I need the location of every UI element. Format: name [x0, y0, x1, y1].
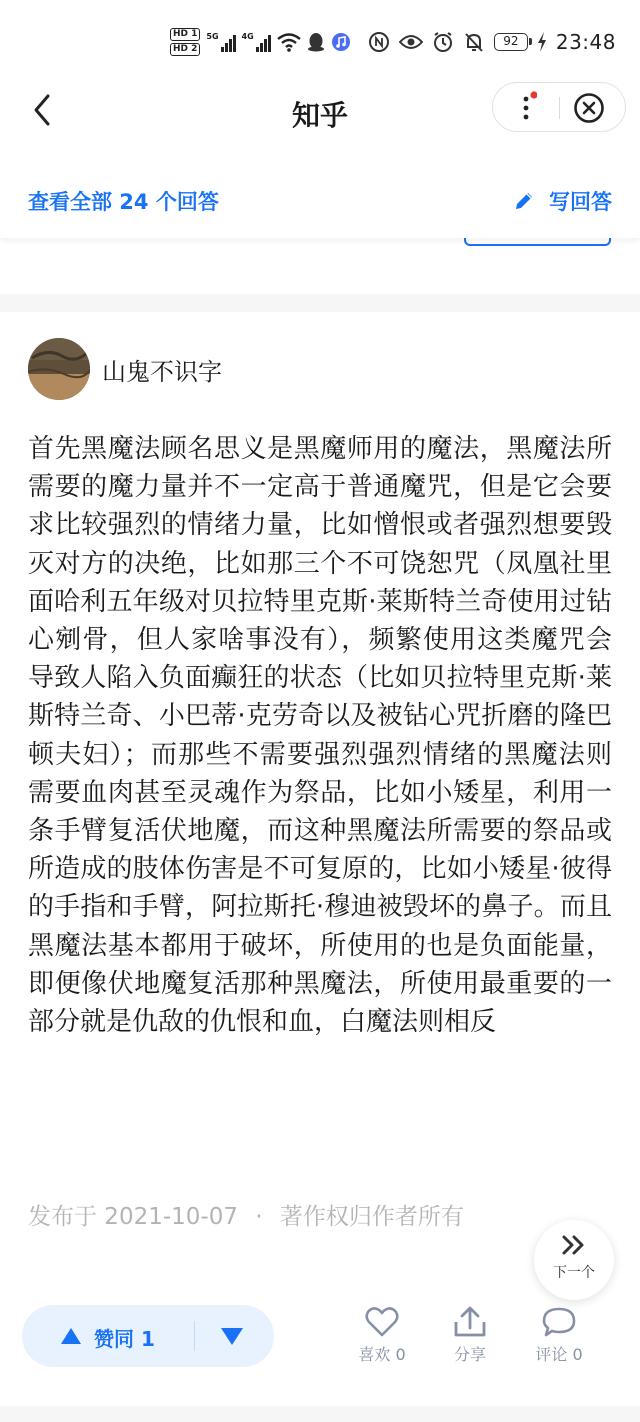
- more-vertical-icon[interactable]: [517, 91, 537, 125]
- write-answer-button[interactable]: [513, 186, 612, 216]
- top-navigation-bar: [0, 80, 640, 158]
- share-icon: [452, 1306, 488, 1338]
- like-label: 喜欢 0: [358, 1345, 406, 1364]
- answer-card: [0, 312, 640, 1406]
- pencil-icon: [513, 190, 535, 212]
- mute-bell-icon: [463, 31, 485, 53]
- comment-button[interactable]: [524, 1306, 594, 1365]
- vote-divider: [194, 1321, 195, 1351]
- sim1-label: HD 1: [170, 28, 200, 41]
- double-chevron-right-icon: [561, 1234, 587, 1256]
- status-time: 23:48: [555, 30, 616, 54]
- copyright-notice: 著作权归作者所有: [279, 1204, 464, 1230]
- network-4g-label: 4G: [241, 32, 254, 41]
- signal-5g-icon: [206, 32, 235, 52]
- battery-indicator: 92: [494, 33, 528, 51]
- write-answer-label: 写回答: [549, 190, 612, 214]
- status-bar: [0, 0, 640, 80]
- sim2-label: HD 2: [170, 43, 200, 56]
- answer-body-text: 首先黑魔法顾名思义是黑魔师用的魔法，黑魔法所需要的魔力量并不一定高于普通魔咒，但是它会要求比较强烈的情绪力量，比如憎恨或者强烈想要毁灭对方的决绝，比如那三个不可饶恕咒（凤凰社里面哈利五年级对贝拉特里克斯·莱斯特兰奇使用过钻心剜骨，但人家啥事没有），频繁使用这类魔咒会导致人陷入负面癫狂的状态（比如贝拉特里克斯·莱斯特兰奇、小巴蒂·克劳奇以及被钻心咒折磨的隆巴顿夫妇）；而那些不需要强烈强烈情绪的黑魔法则需要血肉甚至灵魂作为祭品，比如小矮星，利用一条手臂复活伏地魔，而这种黑魔法所需要的祭品或所造成的肢体伤害是不可复原的，比如小矮星·彼得的手指和手臂，阿拉斯托·穆迪被毁坏的鼻子。而且黑魔法基本都用于破坏，所使用的也是负面能量，即便像伏地魔复活那种黑魔法，所使用最重要的一部分就是仇敌的仇恨和血，白魔法则相反: [28, 434, 612, 1038]
- charging-bolt-icon: [537, 32, 547, 52]
- capsule-divider: [559, 97, 560, 119]
- publish-date: 发布于 2021-10-07: [28, 1204, 238, 1230]
- previous-card-remnant: [0, 238, 640, 294]
- network-5g-label: 5G: [206, 32, 219, 41]
- sim-indicators: [170, 28, 200, 56]
- eye-icon: [399, 34, 423, 50]
- avatar[interactable]: [28, 338, 90, 400]
- wifi-icon: [277, 32, 301, 52]
- upvote-button[interactable]: [22, 1305, 194, 1367]
- qq-penguin-icon: [307, 32, 325, 52]
- view-all-answers-link[interactable]: 查看全部 24 个回答: [28, 190, 219, 214]
- next-answer-button[interactable]: [534, 1220, 614, 1300]
- meta-separator: ·: [255, 1204, 263, 1230]
- status-right-icons: [368, 30, 616, 54]
- upvote-label: 赞同 1: [94, 1327, 155, 1351]
- music-app-icon: [331, 32, 351, 52]
- answer-meta: [28, 1198, 464, 1231]
- signal-4g-icon: [242, 32, 271, 52]
- share-button[interactable]: [435, 1306, 505, 1365]
- author-name[interactable]: 山鬼不识字: [102, 358, 222, 386]
- triangle-up-icon: [60, 1327, 82, 1345]
- nfc-icon: [368, 31, 390, 53]
- status-left-icons: [170, 28, 351, 56]
- like-button[interactable]: [347, 1306, 417, 1365]
- triangle-down-icon[interactable]: [208, 1323, 254, 1351]
- mini-program-capsule: [492, 82, 626, 132]
- answers-header-bar: [0, 158, 640, 238]
- alarm-icon: [432, 31, 454, 53]
- comment-label: 评论 0: [535, 1345, 583, 1364]
- share-label: 分享: [453, 1345, 486, 1364]
- comment-bubble-icon: [541, 1306, 577, 1338]
- vote-control: [22, 1305, 274, 1367]
- close-circle-icon[interactable]: [573, 92, 605, 124]
- heart-icon: [364, 1306, 400, 1338]
- page-title: 知乎: [291, 99, 348, 132]
- next-answer-label: 下一个: [553, 1265, 595, 1281]
